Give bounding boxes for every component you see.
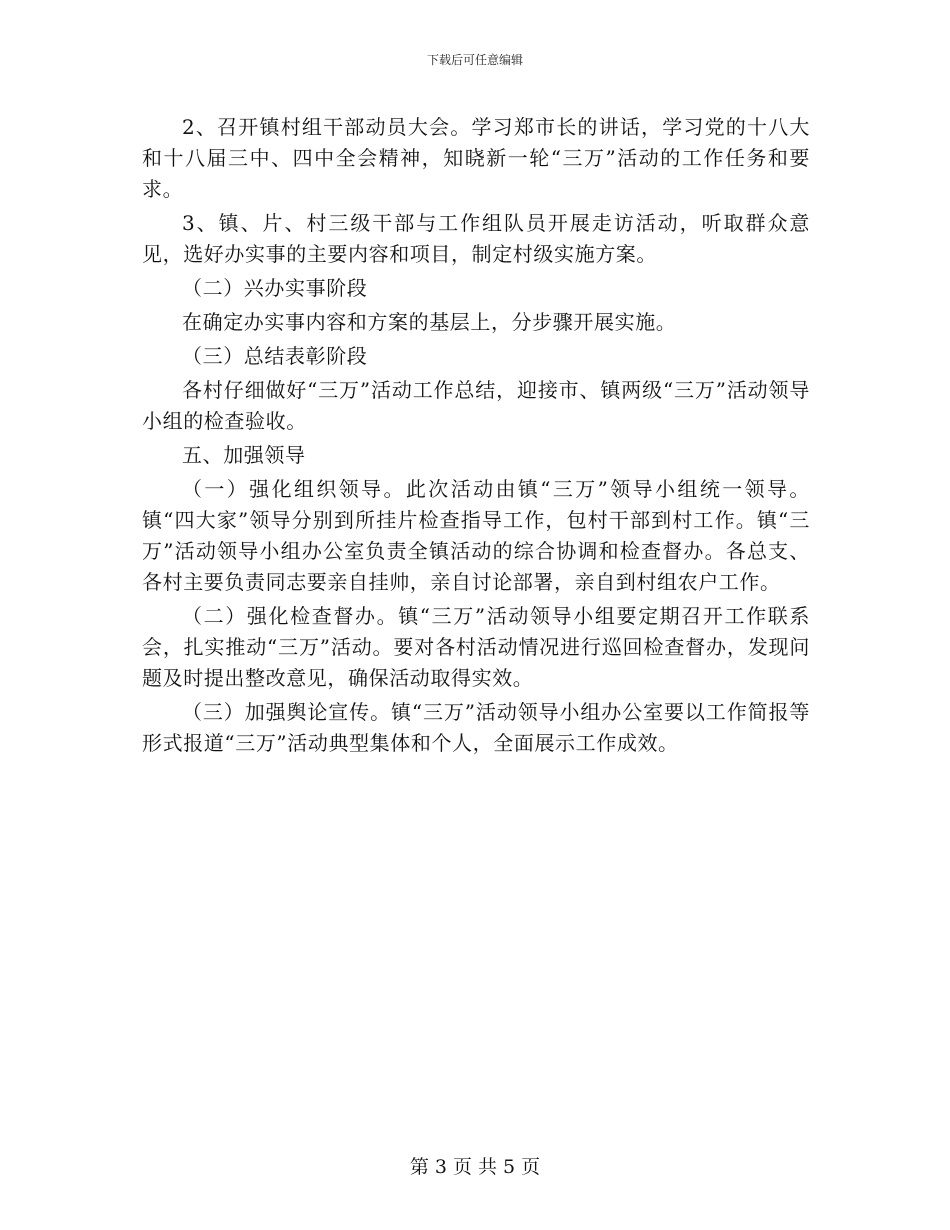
paragraph-step-2: 2、召开镇村组干部动员大会。学习郑市长的讲话，学习党的十八大和十八届三中、四中全会精神，知晓新一轮“三万”活动的工作任务和要求。	[142, 115, 810, 201]
paragraph-implementation: 在确定办实事内容和方案的基层上，分步骤开展实施。	[182, 310, 677, 334]
paragraph-inspection: （二）强化检查督办。镇“三万”活动领导小组要定期召开工作联系会，扎实推动“三万”活动。要对各村活动情况进行巡回检查督办，发现问题及时提出整改意见，确保活动取得实效。	[142, 604, 810, 690]
section-heading-summary: （三）总结表彰阶段	[182, 344, 368, 368]
paragraph-step-3: 3、镇、片、村三级干部与工作组队员开展走访活动，听取群众意见，选好办实事的主要内容和项目，制定村级实施方案。	[142, 211, 810, 266]
paragraph-summary: 各村仔细做好“三万”活动工作总结，迎接市、镇两级“三万”活动领导小组的检查验收。	[142, 378, 810, 433]
section-heading-leadership: 五、加强领导	[182, 443, 306, 467]
paragraph-publicity: （三）加强舆论宣传。镇“三万”活动领导小组办公室要以工作简报等形式报道“三万”活动典型集体和个人，全面展示工作成效。	[142, 700, 810, 755]
page-footer: 第 3 页 共 5 页	[409, 1156, 541, 1178]
paragraph-organization: （一）强化组织领导。此次活动由镇“三万”领导小组统一领导。镇“四大家”领导分别到所挂片检查指导工作，包村干部到村工作。镇“三万”活动领导小组办公室负责全镇活动的综合协调和检查督办。各总支、各村主要负责同志要亲自挂帅，亲自讨论部署，亲自到村组农户工作。	[142, 477, 810, 594]
section-heading-implementation: （二）兴办实事阶段	[182, 276, 368, 300]
document-body	[142, 112, 810, 762]
page-header: 下载后可任意编辑	[426, 53, 523, 67]
